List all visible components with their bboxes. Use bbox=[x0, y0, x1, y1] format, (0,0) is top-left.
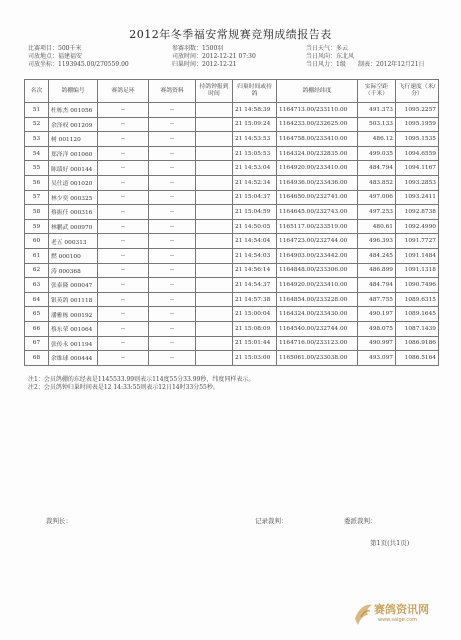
header-arrival-time: 归巢时间或持鸽 bbox=[233, 80, 277, 103]
clock-report-cell bbox=[196, 190, 233, 205]
distance-cell: 480.61 bbox=[358, 219, 396, 234]
header-ring: 赛鸽足环 bbox=[98, 80, 149, 103]
header-distance: 实际空距（千米） bbox=[358, 80, 396, 103]
ring-cell: -- bbox=[98, 117, 149, 132]
arrival-time-cell: 21 14:53:53 bbox=[233, 132, 277, 147]
coordinates-cell: 1164650.00/232741.00 bbox=[277, 190, 358, 205]
arrival-time-cell: 21 14:57:38 bbox=[233, 292, 277, 307]
table-row bbox=[25, 205, 439, 220]
rank-cell: 57 bbox=[25, 190, 49, 205]
coordinates-cell: 1164920.00/233410.00 bbox=[277, 161, 358, 176]
meta-wind-direction: 当日风向：东北风 bbox=[306, 53, 355, 60]
table-row bbox=[25, 234, 439, 249]
coordinates-cell: 1164903.00/233442.00 bbox=[277, 248, 358, 263]
speed-cell: 1092.4990 bbox=[396, 219, 439, 234]
clock-report-cell bbox=[196, 307, 233, 322]
pigeon-info-cell: -- bbox=[149, 205, 196, 220]
ring-cell: -- bbox=[98, 292, 149, 307]
table-row bbox=[25, 161, 439, 176]
arrival-time-cell: 21 14:53:04 bbox=[233, 161, 277, 176]
clock-report-cell bbox=[196, 146, 233, 161]
speed-cell: 1092.8738 bbox=[396, 205, 439, 220]
ring-cell: -- bbox=[98, 146, 149, 161]
meta-made-date: 制表：2012年12月21日 bbox=[358, 61, 425, 68]
pigeon-info-cell: -- bbox=[149, 219, 196, 234]
coordinates-cell: 1164854.00/233228.00 bbox=[277, 292, 358, 307]
meta-race-name: 比赛项目：500千米 bbox=[28, 45, 82, 52]
distance-cell: 484.794 bbox=[358, 161, 396, 176]
arrival-time-cell: 21 14:54:03 bbox=[233, 248, 277, 263]
speed-cell: 1090.7496 bbox=[396, 278, 439, 293]
coordinates-cell: 1165061.00/233038.00 bbox=[277, 351, 358, 366]
watermark-name: 赛鸽资讯网 bbox=[374, 603, 429, 616]
loft-id-cell: 燃 000100 bbox=[49, 248, 98, 263]
table-row bbox=[25, 336, 439, 351]
arrival-time-cell: 21 14:52:34 bbox=[233, 175, 277, 190]
distance-cell: 497.006 bbox=[358, 190, 396, 205]
speed-cell: 1093.2853 bbox=[396, 175, 439, 190]
distance-cell: 486.12 bbox=[358, 132, 396, 147]
arrival-time-cell: 21 15:03:00 bbox=[233, 351, 277, 366]
signature-recorder: 记录裁判： bbox=[255, 517, 288, 525]
header-loft-id: 鸽棚编号 bbox=[49, 80, 98, 103]
distance-cell: 483.852 bbox=[358, 175, 396, 190]
coordinates-cell: 1164324.00/232835.00 bbox=[277, 146, 358, 161]
arrival-time-cell: 21 15:01:44 bbox=[233, 336, 277, 351]
pigeon-info-cell: -- bbox=[149, 307, 196, 322]
distance-cell: 487.755 bbox=[358, 292, 396, 307]
speed-cell: 1094.1167 bbox=[396, 161, 439, 176]
arrival-time-cell: 21 15:04:37 bbox=[233, 190, 277, 205]
speed-cell: 1091.7727 bbox=[396, 234, 439, 249]
loft-id-cell: 蔡振任 000316 bbox=[49, 205, 98, 220]
table-row bbox=[25, 175, 439, 190]
header-clock-report-time: 持鸽钟报到时间 bbox=[196, 80, 233, 103]
loft-id-cell: 吴仕道 001020 bbox=[49, 175, 98, 190]
distance-cell: 490.997 bbox=[358, 336, 396, 351]
rank-cell: 64 bbox=[25, 292, 49, 307]
table-row bbox=[25, 278, 439, 293]
speed-cell: 1086.5164 bbox=[396, 351, 439, 366]
pigeon-info-cell: -- bbox=[149, 336, 196, 351]
ring-cell: -- bbox=[98, 248, 149, 263]
coordinates-cell: 1164758.00/233410.00 bbox=[277, 132, 358, 147]
page-number: 第1页(共1页) bbox=[370, 539, 410, 547]
header-pigeon-info: 赛鸽资料 bbox=[149, 80, 196, 103]
speed-cell: 1089.1645 bbox=[396, 307, 439, 322]
rank-cell: 51 bbox=[25, 103, 49, 118]
loft-id-cell: 郑泽洋 001060 bbox=[49, 146, 98, 161]
speed-cell: 1087.1439 bbox=[396, 321, 439, 336]
rank-cell: 67 bbox=[25, 336, 49, 351]
arrival-time-cell: 21 15:05:53 bbox=[233, 146, 277, 161]
clock-report-cell bbox=[196, 103, 233, 118]
arrival-time-cell: 21 14:50:05 bbox=[233, 219, 277, 234]
coordinates-cell: 1164713.00/233110.00 bbox=[277, 103, 358, 118]
clock-report-cell bbox=[196, 321, 233, 336]
ring-cell: -- bbox=[98, 205, 149, 220]
coordinates-cell: 1164645.00/232743.00 bbox=[277, 205, 358, 220]
rank-cell: 56 bbox=[25, 175, 49, 190]
pigeon-info-cell: -- bbox=[149, 175, 196, 190]
speed-cell: 1095.1535 bbox=[396, 132, 439, 147]
clock-report-cell bbox=[196, 336, 233, 351]
ring-cell: -- bbox=[98, 103, 149, 118]
coordinates-cell: 1164920.00/233410.00 bbox=[277, 278, 358, 293]
arrival-time-cell: 21 15:09:24 bbox=[233, 117, 277, 132]
rank-cell: 53 bbox=[25, 132, 49, 147]
table-row bbox=[25, 307, 439, 322]
ring-cell: -- bbox=[98, 132, 149, 147]
speed-cell: 1095.2257 bbox=[396, 103, 439, 118]
rank-cell: 52 bbox=[25, 117, 49, 132]
distance-cell: 486.899 bbox=[358, 263, 396, 278]
header-loft-coordinates: 鸽棚经纬度 bbox=[277, 80, 358, 103]
loft-id-cell: 杜栋杰 001056 bbox=[49, 103, 98, 118]
loft-id-cell: 树 001120 bbox=[49, 132, 98, 147]
clock-report-cell bbox=[196, 132, 233, 147]
rank-cell: 58 bbox=[25, 205, 49, 220]
report-title: 2012年冬季福安常规赛竞翔成绩报告表 bbox=[129, 28, 332, 41]
ring-cell: -- bbox=[98, 234, 149, 249]
distance-cell: 493.097 bbox=[358, 351, 396, 366]
rank-cell: 65 bbox=[25, 307, 49, 322]
loft-id-cell: 张传永 001194 bbox=[49, 336, 98, 351]
table-row bbox=[25, 103, 439, 118]
speed-cell: 1091.1484 bbox=[396, 248, 439, 263]
distance-cell: 484.794 bbox=[358, 278, 396, 293]
table-row bbox=[25, 146, 439, 161]
table-row bbox=[25, 351, 439, 366]
arrival-time-cell: 21 14:54:37 bbox=[233, 278, 277, 293]
ring-cell: -- bbox=[98, 321, 149, 336]
coordinates-cell: 1164540.00/232744.00 bbox=[277, 321, 358, 336]
pigeon-logo-icon bbox=[352, 599, 376, 629]
distance-cell: 499.035 bbox=[358, 146, 396, 161]
table-row bbox=[25, 190, 439, 205]
ring-cell: -- bbox=[98, 219, 149, 234]
distance-cell: 496.393 bbox=[358, 234, 396, 249]
distance-cell: 503.133 bbox=[358, 117, 396, 132]
meta-release-time: 司放时间：2012-12-21 07:30 bbox=[172, 53, 256, 60]
rank-cell: 54 bbox=[25, 146, 49, 161]
pigeon-info-cell: -- bbox=[149, 117, 196, 132]
meta-weather: 当日天气：多云 bbox=[306, 45, 349, 52]
loft-id-cell: 余泽权 001209 bbox=[49, 117, 98, 132]
table-row bbox=[25, 321, 439, 336]
signature-judge: 裁判长： bbox=[46, 517, 72, 525]
speed-cell: 1093.2411 bbox=[396, 190, 439, 205]
clock-report-cell bbox=[196, 292, 233, 307]
pigeon-info-cell: -- bbox=[149, 292, 196, 307]
clock-report-cell bbox=[196, 175, 233, 190]
rank-cell: 55 bbox=[25, 161, 49, 176]
meta-coordinates: 司放坐标：1193945.00/270559.00 bbox=[28, 61, 129, 68]
signature-committee: 委派裁判： bbox=[344, 517, 377, 525]
clock-report-cell bbox=[196, 161, 233, 176]
pigeon-info-cell: -- bbox=[149, 190, 196, 205]
distance-cell: 498.075 bbox=[358, 321, 396, 336]
ring-cell: -- bbox=[98, 336, 149, 351]
pigeon-info-cell: -- bbox=[149, 248, 196, 263]
clock-report-cell bbox=[196, 117, 233, 132]
table-row bbox=[25, 117, 439, 132]
arrival-time-cell: 21 15:00:04 bbox=[233, 307, 277, 322]
table-row bbox=[25, 132, 439, 147]
rank-cell: 59 bbox=[25, 219, 49, 234]
arrival-time-cell: 21 14:54:04 bbox=[233, 234, 277, 249]
arrival-time-cell: 21 14:56:14 bbox=[233, 263, 277, 278]
clock-report-cell bbox=[196, 263, 233, 278]
arrival-time-cell: 21 15:04:59 bbox=[233, 205, 277, 220]
loft-id-cell: 林少奕 000325 bbox=[49, 190, 98, 205]
meta-entries: 参赛羽数：1500羽 bbox=[172, 45, 224, 52]
speed-cell: 1095.1959 bbox=[396, 117, 439, 132]
rank-cell: 61 bbox=[25, 248, 49, 263]
coordinates-cell: 1164716.00/233123.00 bbox=[277, 336, 358, 351]
footnote-2: 注2：会员鸽钟归巢时间表是12 14:33:55则表示12日14时33分55秒。 bbox=[28, 384, 219, 391]
loft-id-cell: 陈绩好 000144 bbox=[49, 161, 98, 176]
ring-cell: -- bbox=[98, 307, 149, 322]
ring-cell: -- bbox=[98, 278, 149, 293]
arrival-time-cell: 21 15:08:09 bbox=[233, 321, 277, 336]
results-table bbox=[24, 79, 439, 366]
coordinates-cell: 1164324.00/233430.00 bbox=[277, 307, 358, 322]
pigeon-info-cell: -- bbox=[149, 234, 196, 249]
loft-id-cell: 蔡东荣 001064 bbox=[49, 321, 98, 336]
loft-id-cell: 老五 000313 bbox=[49, 234, 98, 249]
speed-cell: 1089.6315 bbox=[396, 292, 439, 307]
table-row bbox=[25, 219, 439, 234]
loft-id-cell: 潘雅栋 000192 bbox=[49, 307, 98, 322]
meta-return-time: 归巢时间：2012-12-21 bbox=[172, 61, 237, 68]
watermark-url: www.saige.com bbox=[378, 617, 417, 623]
distance-cell: 497.253 bbox=[358, 205, 396, 220]
clock-report-cell bbox=[196, 205, 233, 220]
ring-cell: -- bbox=[98, 351, 149, 366]
speed-cell: 1091.1318 bbox=[396, 263, 439, 278]
meta-wind-force: 当日风力：1级 bbox=[306, 61, 346, 68]
distance-cell: 484.245 bbox=[358, 248, 396, 263]
coordinates-cell: 1164936.00/233436.00 bbox=[277, 175, 358, 190]
pigeon-info-cell: -- bbox=[149, 351, 196, 366]
pigeon-info-cell: -- bbox=[149, 103, 196, 118]
header-speed: 飞行速度（米/分） bbox=[396, 80, 439, 103]
table-header-row bbox=[25, 80, 439, 103]
site-watermark bbox=[352, 595, 452, 633]
ring-cell: -- bbox=[98, 161, 149, 176]
rank-cell: 63 bbox=[25, 278, 49, 293]
pigeon-info-cell: -- bbox=[149, 161, 196, 176]
pigeon-info-cell: -- bbox=[149, 278, 196, 293]
pigeon-info-cell: -- bbox=[149, 146, 196, 161]
table-row bbox=[25, 292, 439, 307]
coordinates-cell: 1164723.00/232744.00 bbox=[277, 234, 358, 249]
distance-cell: 490.197 bbox=[358, 307, 396, 322]
coordinates-cell: 1165117.00/233519.00 bbox=[277, 219, 358, 234]
ring-cell: -- bbox=[98, 190, 149, 205]
loft-id-cell: 张泰隆 000047 bbox=[49, 278, 98, 293]
clock-report-cell bbox=[196, 234, 233, 249]
meta-release-site: 司放地点：福建福安 bbox=[28, 53, 83, 60]
speed-cell: 1086.9186 bbox=[396, 336, 439, 351]
rank-cell: 66 bbox=[25, 321, 49, 336]
table-row bbox=[25, 263, 439, 278]
footnote-1: 注1：会员鸽棚的东经表是1145533.99则表示114度55分33.99秒，纬度同样表示。 bbox=[28, 376, 255, 383]
distance-cell: 491.373 bbox=[358, 103, 396, 118]
coordinates-cell: 1164233.00/232625.00 bbox=[277, 117, 358, 132]
header-rank: 名次 bbox=[25, 80, 49, 103]
clock-report-cell bbox=[196, 278, 233, 293]
loft-id-cell: 林鹏武 000970 bbox=[49, 219, 98, 234]
clock-report-cell bbox=[196, 351, 233, 366]
coordinates-cell: 1164848.00/233306.00 bbox=[277, 263, 358, 278]
table-row bbox=[25, 248, 439, 263]
speed-cell: 1094.6559 bbox=[396, 146, 439, 161]
ring-cell: -- bbox=[98, 263, 149, 278]
arrival-time-cell: 21 14:58:39 bbox=[233, 103, 277, 118]
rank-cell: 68 bbox=[25, 351, 49, 366]
results-body bbox=[25, 103, 439, 366]
pigeon-info-cell: -- bbox=[149, 321, 196, 336]
pigeon-info-cell: -- bbox=[149, 263, 196, 278]
pigeon-info-cell: -- bbox=[149, 132, 196, 147]
rank-cell: 60 bbox=[25, 234, 49, 249]
clock-report-cell bbox=[196, 219, 233, 234]
loft-id-cell: 余维球 000444 bbox=[49, 351, 98, 366]
rank-cell: 62 bbox=[25, 263, 49, 278]
clock-report-cell bbox=[196, 248, 233, 263]
loft-id-cell: 涛 000368 bbox=[49, 263, 98, 278]
loft-id-cell: 银英鸽 001118 bbox=[49, 292, 98, 307]
ring-cell: -- bbox=[98, 175, 149, 190]
